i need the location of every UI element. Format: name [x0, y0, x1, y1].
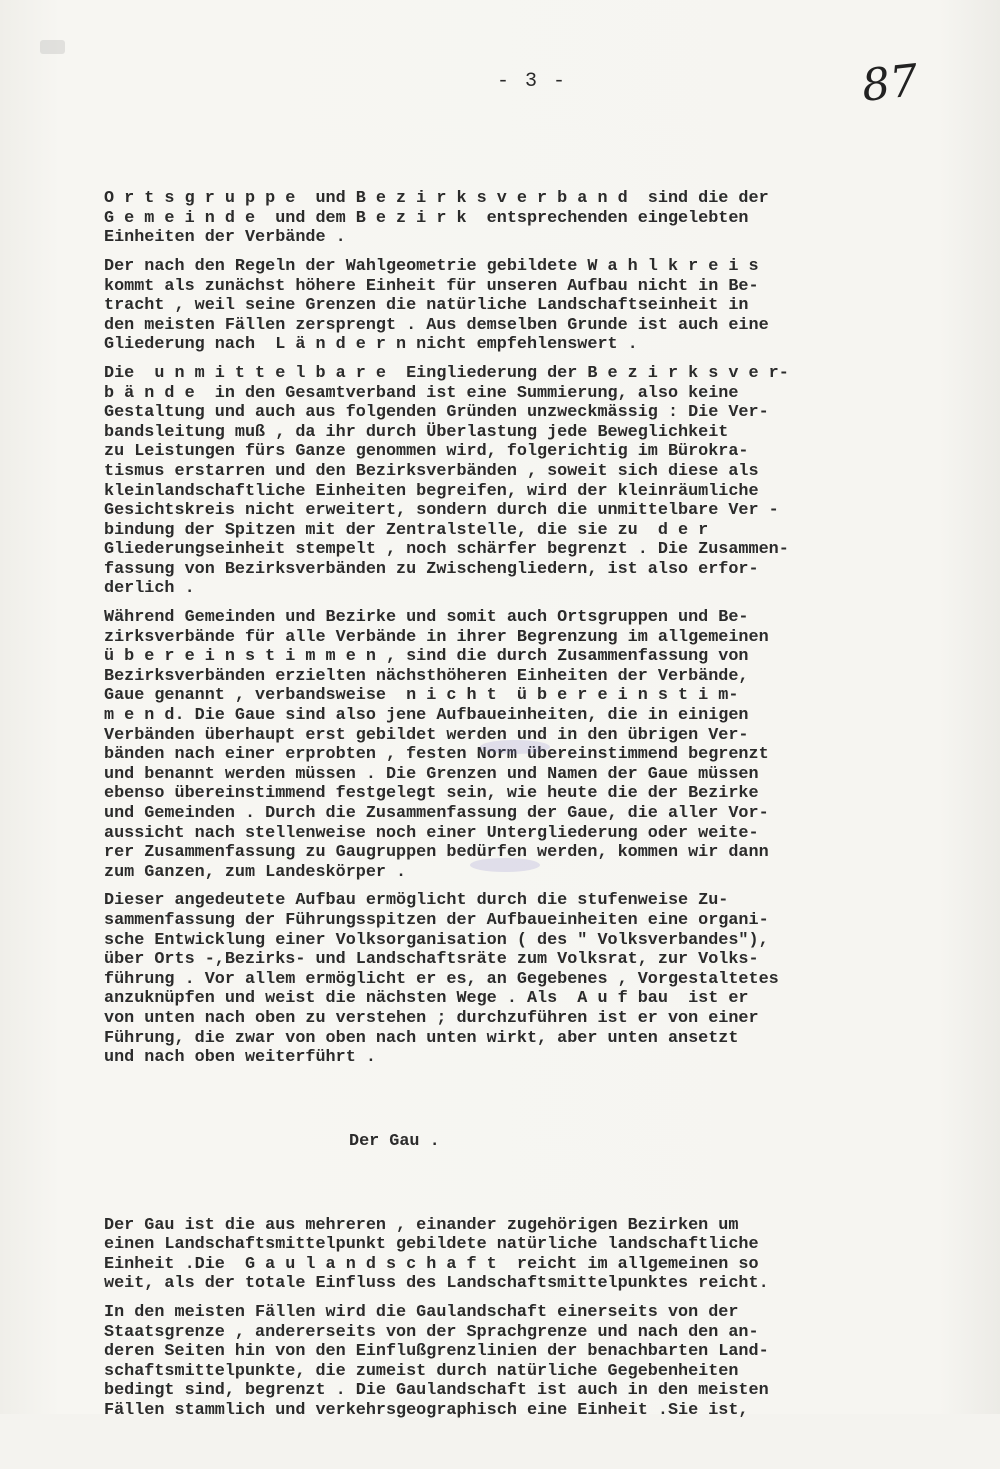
- text-line: zu Leistungen fürs Ganze genommen wird, folgerichtig im Bürokra-: [104, 442, 749, 462]
- text-line: Gliederungseinheit stempelt , noch schärfer begrenzt . Die Zusammen-: [104, 540, 789, 560]
- text-line: bandsleitung muß , da ihr durch Überlastung jede Beweglichkeit: [104, 422, 729, 442]
- text-line: Gestaltung und auch aus folgenden Gründen unzweckmässig : Die Ver-: [104, 403, 769, 423]
- text-line: bedingt sind, begrenzt . Die Gaulandschaft ist auch in den meisten: [104, 1381, 769, 1401]
- text-line: von unten nach oben zu verstehen ; durchzuführen ist er von einer: [104, 1008, 759, 1028]
- text-line: bindung der Spitzen mit der Zentralstelle, die sie zu d e r: [104, 520, 709, 540]
- text-line: derlich .: [104, 579, 195, 599]
- text-line: aussicht nach stellenweise noch einer Untergliederung oder weite-: [104, 823, 759, 843]
- corner-smudge: [40, 40, 65, 54]
- handwritten-folio-number: 87: [859, 55, 921, 112]
- text-line: führung . Vor allem ermöglicht er es, an Gegebenes , Vorgestaltetes: [104, 969, 779, 989]
- text-line: über Orts -,Bezirks- und Landschaftsräte zum Volksrat, zur Volks-: [104, 950, 759, 970]
- text-line: Der Gau ist die aus mehreren , einander zugehörigen Bezirken um: [104, 1215, 739, 1235]
- text-line: Der nach den Regeln der Wahlgeometrie gebildete W a h l k r e i s: [104, 256, 759, 276]
- page-number: - 3 -: [497, 70, 568, 93]
- text-line: schaftsmittelpunkte, die zumeist durch natürliche Gegebenheiten: [104, 1361, 739, 1381]
- text-line: anzuknüpfen und weist die nächsten Wege . Als A u f bau ist er: [104, 989, 749, 1009]
- text-line: einen Landschaftsmittelpunkt gebildete natürliche landschaftliche: [104, 1235, 759, 1255]
- text-line: Dieser angedeutete Aufbau ermöglicht durch die stufenweise Zu-: [104, 891, 729, 911]
- text-line: Gliederung nach L ä n d e r n nicht empfehlenswert .: [104, 335, 638, 355]
- text-line: sche Entwicklung einer Volksorganisation ( des " Volksverbandes"),: [104, 930, 769, 950]
- text-line: Staatsgrenze , andererseits von der Sprachgrenze und nach den an-: [104, 1322, 759, 1342]
- text-line: G e m e i n d e und dem B e z i r k entsprechenden eingelebten: [104, 208, 749, 228]
- text-line: und benannt werden müssen . Die Grenzen und Namen der Gaue müssen: [104, 764, 759, 784]
- text-line: Fällen stammlich und verkehrsgeographisch eine Einheit .Sie ist,: [104, 1401, 749, 1421]
- text-line: zirksverbände für alle Verbände in ihrer Begrenzung im allgemeinen: [104, 627, 769, 647]
- section-gau: [104, 1216, 944, 1421]
- text-line: Verbänden überhaupt erst gebildet werden und in den übrigen Ver-: [104, 725, 749, 745]
- text-line: Einheiten der Verbände .: [104, 228, 346, 248]
- paragraph: [104, 891, 944, 1067]
- text-line: weit, als der totale Einfluss des Landschaftsmittelpunktes reicht.: [104, 1274, 769, 1294]
- text-line: Die u n m i t t e l b a r e Eingliederung der B e z i r k s v e r-: [104, 363, 789, 383]
- paragraph: [104, 1303, 944, 1421]
- paragraph: [104, 257, 944, 355]
- section-heading: Der Gau .: [349, 1131, 440, 1151]
- text-line: fassung von Bezirksverbänden zu Zwischengliedern, ist also erfor-: [104, 559, 759, 579]
- text-line: m e n d. Die Gaue sind also jene Aufbaueinheiten, die in einigen: [104, 706, 749, 726]
- text-line: sammenfassung der Führungsspitzen der Aufbaueinheiten eine organi-: [104, 910, 769, 930]
- text-line: rer Zusammenfassung zu Gaugruppen bedürfen werden, kommen wir dann: [104, 843, 769, 863]
- text-line: den meisten Fällen zersprengt . Aus demselben Grunde ist auch eine: [104, 315, 769, 335]
- paragraph: [104, 189, 944, 248]
- text-line: Während Gemeinden und Bezirke und somit auch Ortsgruppen und Be-: [104, 608, 749, 628]
- text-line: kleinlandschaftliche Einheiten begreifen, wird der kleinräumliche: [104, 481, 759, 501]
- text-line: Bezirksverbänden erzielten nächsthöheren Einheiten der Verbände,: [104, 666, 749, 686]
- text-line: In den meisten Fällen wird die Gaulandschaft einerseits von der: [104, 1303, 739, 1323]
- text-line: bänden nach einer erprobten , festen Norm übereinstimmend begrenzt: [104, 745, 769, 765]
- text-line: Einheit .Die G a u l a n d s c h a f t reicht im allgemeinen so: [104, 1254, 759, 1274]
- text-line: und Gemeinden . Durch die Zusammenfassung der Gaue, die aller Vor-: [104, 804, 769, 823]
- text-line: Gaue genannt , verbandsweise n i c h t ü b e r e i n s t i m-: [104, 686, 739, 706]
- text-line: zum Ganzen, zum Landeskörper .: [104, 862, 407, 882]
- text-line: b ä n d e in den Gesamtverband ist eine Summierung, also keine: [104, 383, 739, 403]
- text-line: Führung, die zwar von oben nach unten wirkt, aber unten ansetzt: [104, 1028, 739, 1048]
- section-intro: [104, 189, 944, 1068]
- text-line: und nach oben weiterführt .: [104, 1048, 376, 1068]
- stamp-trace: [470, 858, 540, 872]
- text-line: ebenso übereinstimmend festgelegt sein, wie heute die der Bezirke: [104, 784, 759, 804]
- text-line: ü b e r e i n s t i m m e n , sind die durch Zusammenfassung von: [104, 647, 749, 667]
- text-line: Gesichtskreis nicht erweitert, sondern durch die unmittelbare Ver -: [104, 501, 779, 521]
- text-line: deren Seiten hin von den Einflußgrenzlinien der benachbarten Land-: [104, 1342, 769, 1362]
- text-line: tismus erstarren und den Bezirksverbänden , soweit sich diese als: [104, 461, 759, 481]
- typed-body-text: [104, 150, 944, 1469]
- text-line: kommt als zunächst höhere Einheit für unseren Aufbau nicht in Be-: [104, 276, 759, 296]
- text-line: O r t s g r u p p e und B e z i r k s v e r b a n d sind die der: [104, 189, 769, 209]
- paragraph: [104, 1216, 944, 1294]
- stamp-trace: [480, 740, 550, 754]
- paragraph: [104, 364, 944, 599]
- text-line: tracht , weil seine Grenzen die natürliche Landschaftseinheit in: [104, 296, 749, 316]
